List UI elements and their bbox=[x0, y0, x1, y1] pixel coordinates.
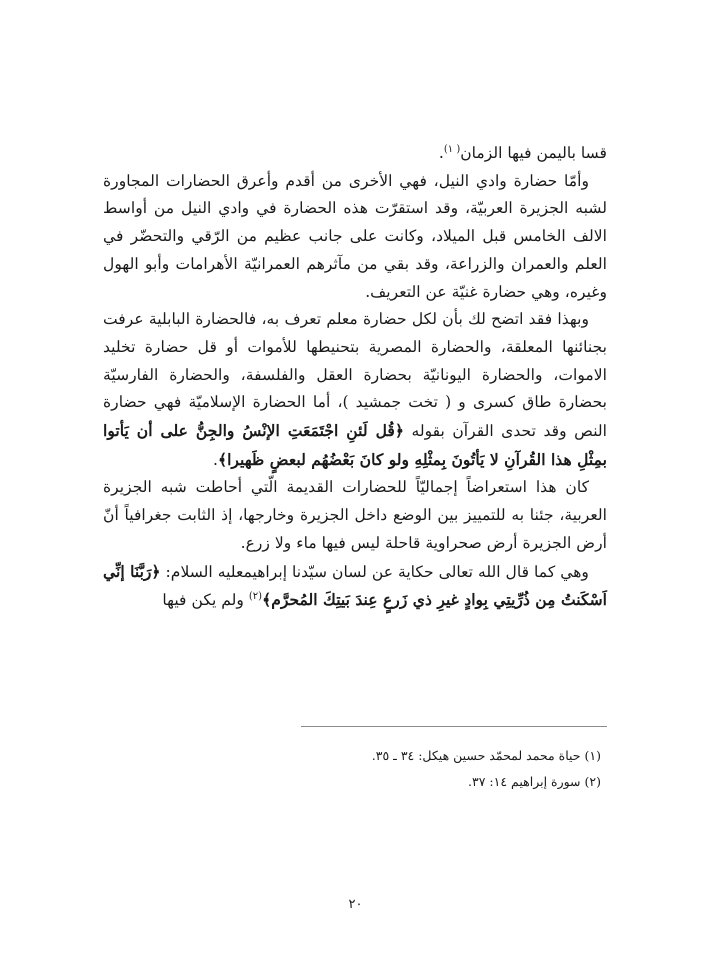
footnote-1: (١) حياة محمد لمحمّد حسين هيكل: ٣٤ ـ ٣٥. bbox=[371, 748, 601, 763]
punctuation: . bbox=[438, 144, 444, 162]
footnote-2: (٢) سورة إبراهيم ١٤: ٣٧. bbox=[468, 774, 601, 789]
footnote-ref-2: (٢) bbox=[248, 591, 263, 603]
quran-quote: ﴿رَبَّنَا إنِّي اَسْكَنتُ مِن ذُرِّيتِي بِوادٍ غيرِ ذي زَرعٍ عِندَ بَيتِكَ المُحرَّم﴾ bbox=[103, 561, 607, 610]
paragraph-overview: كان هذا استعراضاً إجماليّاً للحضارات القديمة الّتي أحاطت شبه الجزيرة العربية، جئنا به للتمييز بين الوضع داخل الجزيرة وخارجها، إذ الثابت جغرافياً أنّ أرض الجزيرة أرض صحراوية قاحلة ليس فيها ماء ولا زرع. bbox=[103, 478, 607, 552]
main-text bbox=[103, 140, 607, 615]
quran-quote: ﴿قُل لَئنِ اجْتَمَعَتِ الإنْسُ والجِنُّ على أن يَأتوا بمِثْلِ هذا القُرآنِ لا يَأتُونَ بِمثْلِهِ ولو كانَ بَعْضُهُم لبعضٍ ظَهيرا﴾ bbox=[103, 421, 607, 469]
paragraph-continuation bbox=[103, 140, 607, 168]
punctuation: . bbox=[212, 450, 218, 469]
paragraph-civilizations bbox=[103, 306, 607, 474]
paragraph-nile: وأمّا حضارة وادي النيل، فهي الأخرى من أقدم وأعرق الحضارات المجاورة لشبه الجزيرة العربيّة، وقد استقرّت هذه الحضارة في وادي النيل من أواسط الالف الخامس قبل الميلاد، وكانت على جانب عظيم من الرّقي والتحضّر في العلم والعمران والزراعة، وقد بقي من مآثرهم العمرانيّة الأهرامات وأبو الهول وغيره، وهي حضارة غنيّة عن التعريف. bbox=[103, 171, 607, 301]
page-number: ٢٠ bbox=[348, 897, 363, 912]
paragraph-ibrahim bbox=[103, 558, 607, 615]
text: وهي كما قال الله تعالى حكاية عن لسان سيّدنا إبراهيمعليه السلام: bbox=[165, 562, 589, 581]
footnote-ref-1: ( ١) bbox=[443, 143, 461, 155]
footnote-divider bbox=[301, 726, 607, 727]
footnotes bbox=[103, 743, 601, 795]
text: قسا باليمن فيها الزمان bbox=[460, 144, 607, 162]
text: وبهذا فقد اتضح لك بأن لكل حضارة معلم تعرف به، فالحضارة البابلية عرفت بجنائنها المعلقة، والحضارة المصرية بتحنيطها للأموات أو قل حضارة تخليد الاموات، والحضارة اليونانيّة بحضارة العقل والفلسفة، والحضارة الفارسيّة بحضارة طاق كسرى و ( تخت جمشيد )، أما الحضارة الإسلاميّة فهي حضارة النص وقد تحدى القرآن بقوله bbox=[103, 310, 607, 441]
text: ولم يكن فيها bbox=[162, 591, 244, 610]
